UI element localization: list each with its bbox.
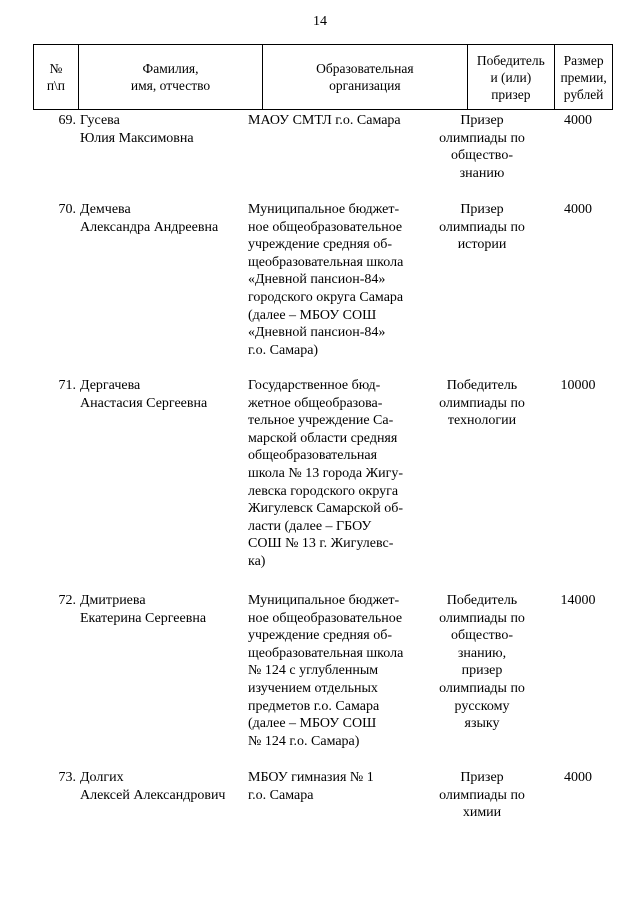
award-line: Призер bbox=[460, 113, 504, 128]
name-line: Александра Андреевна bbox=[80, 219, 219, 235]
award-line: олимпиады по bbox=[439, 395, 525, 411]
page-number: 14 bbox=[313, 14, 327, 29]
award-line: Призер bbox=[460, 770, 504, 785]
org-line: (далее – МБОУ СОШ bbox=[248, 716, 377, 732]
row-organization bbox=[248, 201, 423, 359]
name-line: Дергачева bbox=[80, 378, 141, 393]
award-line: олимпиады по bbox=[439, 787, 525, 803]
row-award bbox=[428, 377, 536, 430]
row-organization bbox=[248, 592, 423, 750]
org-line: ласти (далее – ГБОУ bbox=[248, 518, 372, 534]
org-line: щеобразовательная школа bbox=[248, 645, 404, 661]
award-line: знанию, bbox=[457, 645, 507, 661]
name-line: Демчева bbox=[80, 202, 131, 217]
name-line: Долгих bbox=[80, 770, 124, 785]
row-amount: 4000 bbox=[564, 202, 592, 217]
table-header bbox=[33, 44, 613, 110]
header-name: Фамилия, имя, отчество bbox=[79, 45, 263, 109]
row-number: 73. bbox=[58, 770, 76, 785]
org-line: Государственное бюд- bbox=[248, 378, 381, 393]
name-line: Алексей Александрович bbox=[80, 787, 226, 803]
award-line: олимпиады по bbox=[439, 219, 525, 235]
award-line: химии bbox=[462, 805, 502, 821]
name-line: Гусева bbox=[80, 113, 120, 128]
award-line: Призер bbox=[460, 202, 504, 217]
award-line: Победитель bbox=[446, 593, 518, 608]
org-line: г.о. Самара) bbox=[248, 342, 319, 358]
row-amount: 4000 bbox=[564, 770, 592, 785]
org-line: (далее – МБОУ СОШ bbox=[248, 307, 377, 323]
award-line: языку bbox=[464, 716, 500, 732]
name-line: Анастасия Сергеевна bbox=[80, 395, 208, 411]
row-name bbox=[80, 201, 263, 236]
org-line: г.о. Самара bbox=[248, 787, 314, 803]
org-line: предметов г.о. Самара bbox=[248, 698, 380, 714]
row-name bbox=[80, 112, 263, 147]
award-line: русскому bbox=[454, 698, 510, 714]
org-line: Жигулевск Самарской об- bbox=[248, 501, 404, 517]
row-name bbox=[80, 377, 263, 412]
award-line: истории bbox=[457, 237, 507, 253]
row-name bbox=[80, 592, 263, 627]
org-line: учреждение средняя об- bbox=[248, 628, 392, 644]
org-line: № 124 с углубленным bbox=[248, 663, 379, 679]
org-line: городского округа Самара bbox=[248, 289, 404, 305]
name-line: Юлия Максимовна bbox=[80, 130, 194, 146]
org-line: Муниципальное бюджет- bbox=[248, 593, 400, 608]
org-line: левска городского округа bbox=[248, 483, 399, 499]
org-line: ное общеобразовательное bbox=[248, 610, 403, 626]
award-line: технологии bbox=[447, 413, 517, 429]
org-line: школа № 13 города Жигу- bbox=[248, 465, 404, 481]
row-organization bbox=[248, 377, 423, 571]
name-line: Дмитриева bbox=[80, 593, 146, 608]
org-line: «Дневной пансион-84» bbox=[248, 325, 386, 341]
row-number: 70. bbox=[58, 202, 76, 217]
row-organization bbox=[248, 769, 423, 804]
header-number: № п\п bbox=[34, 45, 79, 109]
org-line: изучением отдельных bbox=[248, 680, 378, 696]
award-line: олимпиады по bbox=[439, 610, 525, 626]
org-line: щеобразовательная школа bbox=[248, 254, 404, 270]
header-organization: Образовательная организация bbox=[263, 45, 467, 109]
org-line: Муниципальное бюджет- bbox=[248, 202, 400, 217]
award-line: Победитель bbox=[446, 378, 518, 393]
row-award bbox=[428, 769, 536, 822]
org-line: жетное общеобразова- bbox=[248, 395, 383, 411]
award-line: общество- bbox=[451, 148, 513, 164]
org-line: тельное учреждение Са- bbox=[248, 413, 394, 429]
header-amount: Размер премии, рублей bbox=[560, 52, 607, 102]
org-line: ка) bbox=[248, 553, 266, 569]
org-line: ное общеобразовательное bbox=[248, 219, 403, 235]
org-line: СОШ № 13 г. Жигулевс- bbox=[248, 536, 394, 552]
row-number: 71. bbox=[58, 378, 76, 393]
award-line: олимпиады по bbox=[439, 680, 525, 696]
row-name bbox=[80, 769, 263, 804]
header-award: Победитель и (или) призер bbox=[468, 45, 556, 109]
name-line: Екатерина Сергеевна bbox=[80, 610, 207, 626]
org-line: МБОУ гимназия № 1 bbox=[248, 770, 374, 785]
org-line: учреждение средняя об- bbox=[248, 237, 392, 253]
award-line: общество- bbox=[451, 628, 513, 644]
org-line: общеобразовательная bbox=[248, 448, 378, 464]
org-line: № 124 г.о. Самара) bbox=[248, 733, 360, 749]
award-line: призер bbox=[461, 663, 503, 679]
row-number: 69. bbox=[58, 113, 76, 128]
row-amount: 4000 bbox=[564, 113, 592, 128]
award-line: знанию bbox=[459, 165, 505, 181]
row-number: 72. bbox=[58, 593, 76, 608]
org-line: «Дневной пансион-84» bbox=[248, 272, 386, 288]
row-award bbox=[428, 201, 536, 254]
org-line: МАОУ СМТЛ г.о. Самара bbox=[248, 113, 401, 128]
row-award bbox=[428, 112, 536, 182]
row-amount: 10000 bbox=[560, 378, 596, 393]
row-organization bbox=[248, 112, 423, 130]
org-line: марской области средняя bbox=[248, 430, 398, 446]
award-line: олимпиады по bbox=[439, 130, 525, 146]
row-award bbox=[428, 592, 536, 733]
row-amount: 14000 bbox=[560, 593, 596, 608]
